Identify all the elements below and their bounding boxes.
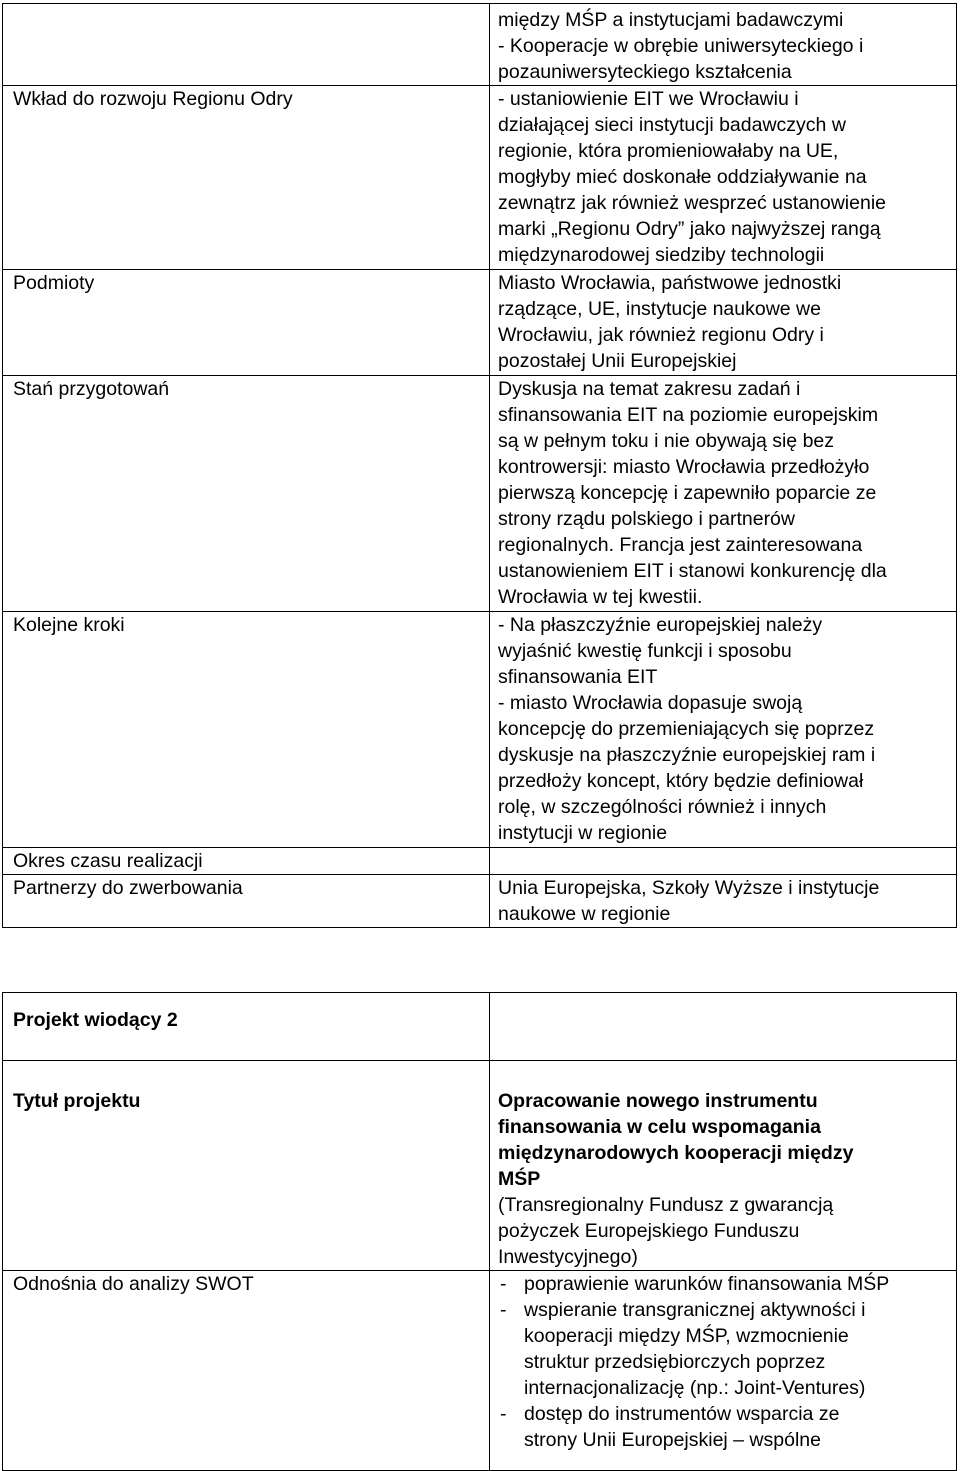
value-cell — [490, 86, 957, 270]
text-line: kontrowersji: miasto Wrocławia przedłożyło — [498, 456, 870, 478]
list-item: - wspieranie transgranicznej aktywności i — [500, 1299, 866, 1321]
text-line: - Na płaszczyźnie europejskiej należy — [498, 614, 823, 636]
text-line: instytucji w regionie — [498, 822, 668, 844]
label-cell — [3, 875, 490, 928]
text-line: marki „Regionu Odry” jako najwyższej rangą — [498, 218, 881, 240]
project-title-line: międzynarodowych kooperacji między — [498, 1142, 854, 1164]
row-label-podmioty: Podmioty — [13, 272, 95, 294]
value-cell — [490, 270, 957, 376]
text-line: - Kooperacje w obrębie uniwersyteckiego i — [498, 35, 864, 57]
label-cell — [3, 612, 490, 848]
header-cell — [3, 993, 490, 1061]
label-cell — [3, 270, 490, 376]
text-line: Miasto Wrocławia, państwowe jednostki — [498, 272, 842, 294]
table-row — [3, 270, 957, 376]
text-line: rolę, w szczególności również i innych — [498, 796, 827, 818]
text-line: pozostałej Unii Europejskiej — [498, 350, 737, 372]
text-line: Unia Europejska, Szkoły Wyższe i instytucje — [498, 877, 880, 899]
list-item: - poprawienie warunków finansowania MŚP — [500, 1273, 890, 1295]
text-line: Wrocławiu, jak również regionu Odry i — [498, 324, 824, 346]
value-cell — [490, 875, 957, 928]
dash-bullet: - — [500, 1273, 507, 1295]
list-item: - dostęp do instrumentów wsparcia ze — [500, 1403, 840, 1425]
text-line: koncepcję do przemieniających się poprzez — [498, 718, 875, 740]
table-row — [3, 612, 957, 848]
text-line: działającej sieci instytucji badawczych w — [498, 114, 846, 136]
text-line: między MŚP a instytucjami badawczymi — [498, 9, 844, 31]
text-line: rządzące, UE, instytucje naukowe we — [498, 298, 821, 320]
project-title-line: Opracowanie nowego instrumentu — [498, 1090, 818, 1112]
label-cell — [3, 1271, 490, 1471]
value-cell — [490, 4, 957, 86]
project-details-table — [2, 3, 957, 928]
text-line: pozauniwersyteckiego kształcenia — [498, 61, 792, 83]
section-heading: Projekt wiodący 2 — [13, 1009, 178, 1031]
row-label-kolejne-kroki: Kolejne kroki — [13, 614, 125, 636]
row-label-partnerzy: Partnerzy do zwerbowania — [13, 877, 243, 899]
row-label-stan-przygotowan: Stań przygotowań — [13, 378, 170, 400]
table-row — [3, 86, 957, 270]
text-line: mogłyby mieć doskonałe oddziaływanie na — [498, 166, 867, 188]
row-label-wklad: Wkład do rozwoju Regionu Odry — [13, 88, 293, 110]
text-line: wyjaśnić kwestię funkcji i sposobu — [498, 640, 792, 662]
text-line: pożyczek Europejskiego Funduszu — [498, 1220, 800, 1242]
text-line: strony rządu polskiego i partnerów — [498, 508, 795, 530]
header-cell-empty — [490, 993, 957, 1061]
project-title-label: Tytuł projektu — [13, 1090, 141, 1112]
row-label-okres-czasu: Okres czasu realizacji — [13, 850, 203, 872]
text-line: - ustaniowienie EIT we Wrocławiu i — [498, 88, 799, 110]
value-cell — [490, 612, 957, 848]
text-line: zewnątrz jak również wesprzeć ustanowienie — [498, 192, 887, 214]
swot-label: Odnośnia do analizy SWOT — [13, 1273, 254, 1295]
project-title-line: finansowania w celu wspomagania — [498, 1116, 821, 1138]
text-line: sfinansowania EIT — [498, 666, 658, 688]
text-line: Inwestycyjnego) — [498, 1246, 638, 1268]
lead-project-table — [2, 992, 957, 1471]
text-line: - miasto Wrocławia dopasuje swoją — [498, 692, 803, 714]
table-row — [3, 848, 957, 875]
text-line: (Transregionalny Fundusz z gwarancją — [498, 1194, 834, 1216]
text-line: Dyskusja na temat zakresu zadań i — [498, 378, 801, 400]
text-line: międzynarodowej siedziby technologii — [498, 244, 825, 266]
text-line: ustanowieniem EIT i stanowi konkurencję dla — [498, 560, 887, 582]
list-item-continuation: kooperacji między MŚP, wzmocnienie — [524, 1325, 849, 1347]
text-line: pierwszą koncepcję i zapewniło poparcie ze — [498, 482, 877, 504]
text-line: naukowe w regionie — [498, 903, 671, 925]
value-cell — [490, 376, 957, 612]
table-row — [3, 1061, 957, 1271]
text-line: sfinansowania EIT na poziomie europejskim — [498, 404, 879, 426]
text-line: są w pełnym toku i nie obywają się bez — [498, 430, 835, 452]
table-row — [3, 1271, 957, 1471]
table-row — [3, 376, 957, 612]
text-line: przedłoży koncept, który będzie definiował — [498, 770, 864, 792]
list-item-continuation: struktur przedsiębiorczych poprzez — [524, 1351, 826, 1373]
value-cell — [490, 1061, 957, 1271]
value-cell-empty — [490, 848, 957, 875]
text-line: dyskusje na płaszczyźnie europejskiej ram i — [498, 744, 876, 766]
label-cell — [3, 1061, 490, 1271]
list-item-continuation: strony Unii Europejskiej – wspólne — [524, 1429, 821, 1451]
project-title-line: MŚP — [498, 1168, 541, 1190]
table-row — [3, 993, 957, 1061]
dash-bullet: - — [500, 1299, 507, 1321]
label-cell — [3, 4, 490, 86]
label-cell — [3, 86, 490, 270]
value-cell — [490, 1271, 957, 1471]
text-line: regionie, która promieniowałaby na UE, — [498, 140, 839, 162]
table-row — [3, 875, 957, 928]
list-item-continuation: internacjonalizację (np.: Joint-Ventures) — [524, 1377, 866, 1399]
label-cell — [3, 848, 490, 875]
text-line: Wrocławia w tej kwestii. — [498, 586, 703, 608]
label-cell — [3, 376, 490, 612]
dash-bullet: - — [500, 1403, 507, 1425]
table-row — [3, 4, 957, 86]
text-line: regionalnych. Francja jest zainteresowana — [498, 534, 863, 556]
